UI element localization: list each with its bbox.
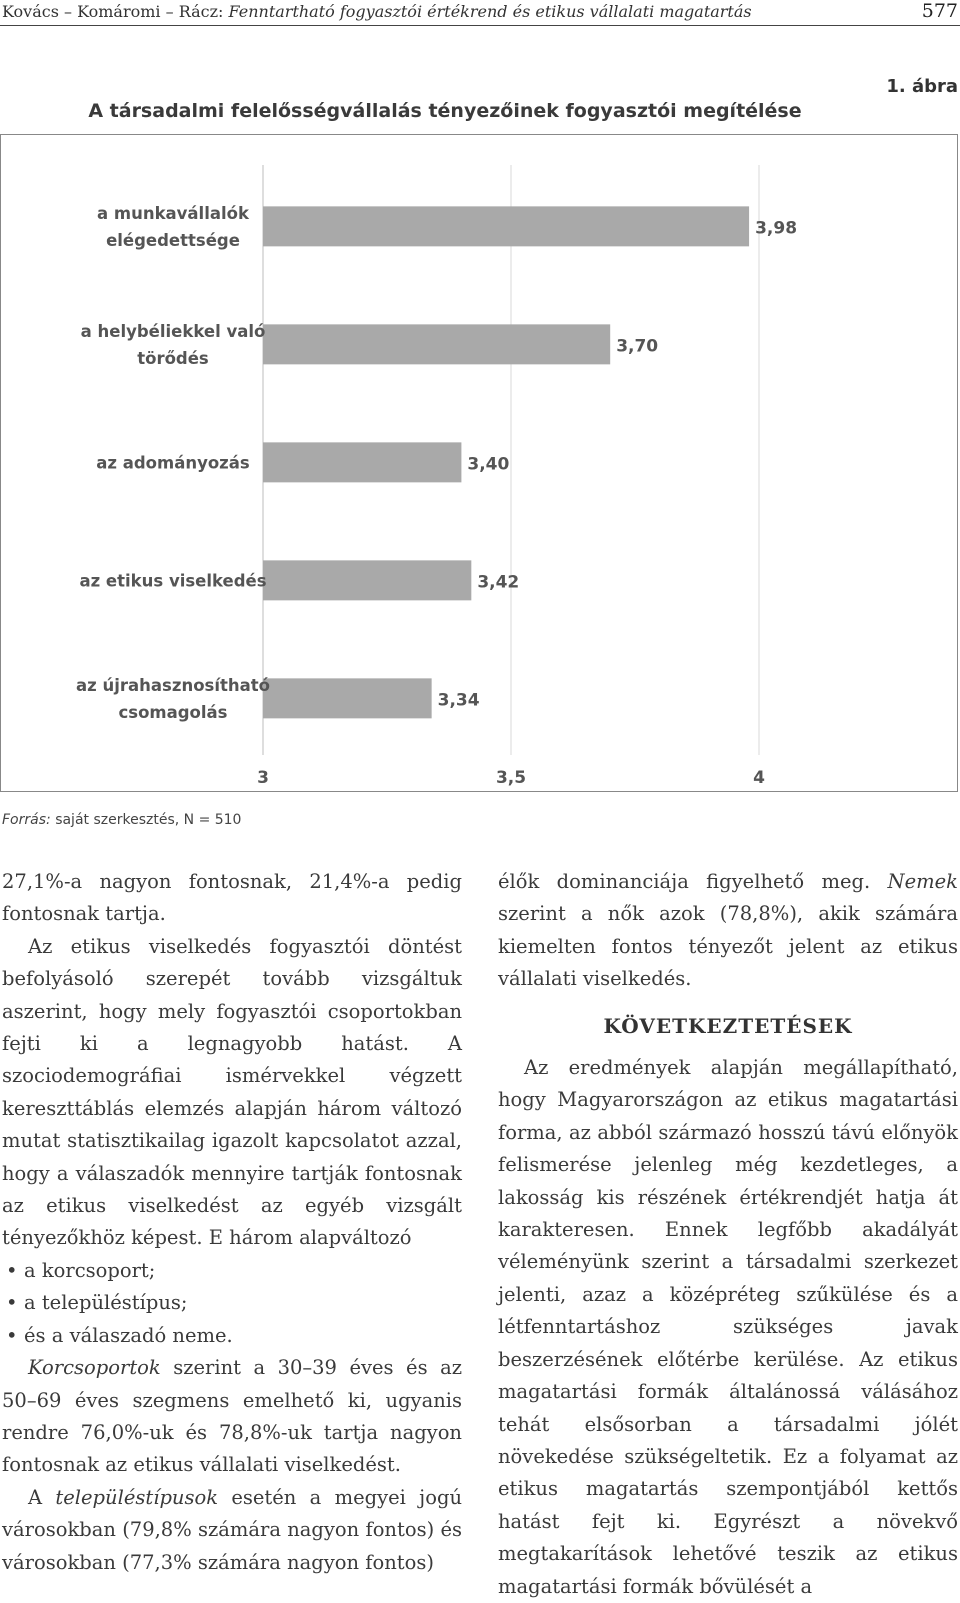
section-heading: KÖVETKEZTETÉSEK xyxy=(603,1013,853,1038)
header-authors: Kovács – Komáromi – Rácz: xyxy=(2,2,224,21)
bar-chart-svg xyxy=(1,135,957,791)
paragraph-text: szerint a nők azok (78,8%), akik számára kiemelten fontos tényezőt jelent az etikus vállalati viselkedés. xyxy=(498,902,958,991)
header-authors-title xyxy=(2,2,752,21)
right-column xyxy=(498,866,958,1603)
bar xyxy=(263,678,432,718)
tick-label: 3,5 xyxy=(495,768,527,788)
bar xyxy=(263,206,749,246)
figure-label: 1. ábra xyxy=(886,76,958,97)
category-label: az adományozás xyxy=(96,453,250,473)
bullet-item: • a településtípus; xyxy=(2,1287,462,1319)
category-label: csomagolás xyxy=(118,702,228,722)
category-label: az etikus viselkedés xyxy=(79,571,267,591)
emphasis: Nemek xyxy=(887,870,958,893)
category-label: a munkavállalók xyxy=(97,203,249,223)
tick-label: 4 xyxy=(753,768,765,788)
category-label: a helybéliekkel való xyxy=(80,321,266,341)
figure-source xyxy=(2,812,241,828)
category-label: törődés xyxy=(137,348,209,368)
header-title: Fenntartható fogyasztói értékrend és etikus vállalati magatartás xyxy=(228,2,752,21)
paragraph xyxy=(2,1352,462,1482)
paragraph-text: A xyxy=(28,1485,56,1509)
bar xyxy=(263,560,471,600)
paragraph: Az eredmények alapján megállapítható, hogy Magyarországon az etikus magatartási forma, az abból származó hosszú távú előnyök felismerése jelenleg még kezdetleges, a lakosság kis részének értékrendjét hatja át karakteresen. Ennek legfőbb akadályát véleményünk szerint a társadalmi szerkezet jelenti, azaz a középréteg szűkülése és a létfenntartáshoz szükséges javak beszerzésének előtérbe kerülése. Az etikus magatartási formák általánossá válásához tehát elsősorban a társadalmi jólét növekedése szükségeltetik. Ez a folyamat az etikus magatartás szempontjából kettős hatást fejt ki. Egyrészt a növekvő megtakarítások lehetővé teszik az etikus magatartási formák bővülését a xyxy=(498,1056,958,1598)
bullet-item: • és a válaszadó neme. xyxy=(2,1320,462,1352)
tick-label: 3 xyxy=(257,768,269,788)
data-label: 3,98 xyxy=(755,218,798,239)
category-label: elégedettsége xyxy=(106,230,240,250)
emphasis: Korcsoportok xyxy=(28,1356,161,1380)
figure-title: A társadalmi felelősségvállalás tényezőinek fogyasztói megítélése xyxy=(88,100,802,122)
data-label: 3,40 xyxy=(467,454,510,475)
running-header xyxy=(0,0,960,26)
paragraph: 27,1%-a nagyon fontosnak, 21,4%-a pedig fontosnak tartja. xyxy=(2,870,462,926)
bar xyxy=(263,442,461,482)
paragraph xyxy=(498,866,958,996)
paragraph-text: esetén a megyei jogú városokban (79,8% számára nagyon fontos) és városokban (77,3% számára nagyon fontos) xyxy=(2,1485,463,1574)
paragraph-text: szerint a 30–39 éves és az 50–69 éves szegmens emelhető ki, ugyanis rendre 76,0%-uk és 78,8%-uk tartja nagyon fontosnak az etikus vállalati viselkedést. xyxy=(2,1356,462,1477)
source-label: Forrás: xyxy=(2,812,51,828)
paragraph-text: élők dominanciája figyelhető meg. xyxy=(498,870,888,893)
data-label: 3,34 xyxy=(437,690,480,711)
bar-chart xyxy=(0,134,958,792)
data-label: 3,70 xyxy=(616,336,659,357)
paragraph xyxy=(2,1482,462,1579)
category-label: az újrahasznosítható xyxy=(75,675,271,695)
emphasis: településtípusok xyxy=(55,1485,219,1509)
page-number: 577 xyxy=(921,0,958,22)
bullet-item: • a korcsoport; xyxy=(2,1255,462,1287)
data-label: 3,42 xyxy=(477,572,520,593)
left-column xyxy=(2,866,462,1579)
bar xyxy=(263,324,610,364)
paragraph: Az etikus viselkedés fogyasztói döntést befolyásoló szerepét tovább vizsgáltuk aszerint, hogy mely fogyasztói csoportokban fejti ki a legnagyobb hatást. A szociodemográfiai ismérvekkel végzett kereszttáblás elemzés alapján három változó mutat statisztikailag igazolt kapcsolatot azzal, hogy a válaszadók mennyire tartják fontosnak az etikus viselkedést az egyéb vizsgált tényezőkhöz képest. E három alapváltozó xyxy=(2,934,462,1250)
source-text: saját szerkesztés, N = 510 xyxy=(55,812,242,828)
